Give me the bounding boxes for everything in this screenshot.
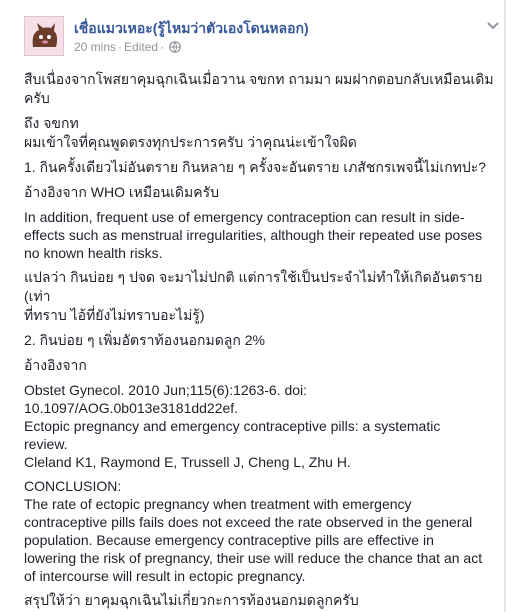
globe-icon[interactable] (169, 41, 181, 56)
post-body (24, 70, 500, 612)
post-header (24, 16, 494, 60)
post-text-line: ถึง จขกท (24, 115, 79, 131)
post-paragraph (24, 381, 500, 471)
post-text-line: สืบเนื่องจากโพสยาคุมฉุกเฉินเมื่อวาน จขกท ถามมา ผมฝากตอบกลับเหมือนเดิม (24, 71, 494, 87)
post-text-line: CONCLUSION: (24, 478, 122, 494)
post-paragraph (24, 477, 500, 585)
post-text-line: ที่ทราบ ไอ้ที่ยังไม่ทราบอะไม่รู้) (24, 307, 205, 323)
post-text-line: 10.1097/AOG.0b013e3181dd22ef. (24, 400, 239, 416)
post-text-line: อ้างอิงจาก WHO เหมือนเดิมครับ (24, 184, 219, 200)
post-paragraph (24, 268, 500, 325)
post-paragraph (24, 158, 500, 177)
post-paragraph (24, 591, 500, 610)
post-text-line: The rate of ectopic pregnancy when treatment with emergency (24, 496, 412, 512)
post-text-line: Cleland K1, Raymond E, Trussell J, Cheng L, Zhu H. (24, 454, 351, 470)
meta-separator: · (118, 40, 123, 54)
post-paragraph (24, 208, 500, 262)
post-paragraph (24, 183, 500, 202)
post-text-line: population. Because emergency contraceptive pills are effective in (24, 532, 434, 548)
post-text-line: ครับ (24, 90, 50, 106)
post-paragraph (24, 114, 500, 152)
post-text-line: contraceptive pills fails does not exceed the rate observed in the general (24, 514, 473, 530)
post-text-line: อ้างอิงจาก (24, 357, 87, 373)
post-text-line: review. (24, 436, 68, 452)
post-text-line: 2. กินบ่อย ๆ เพิ่มอัตราท้องนอกมดลูก 2% (24, 332, 265, 348)
post-text-line: effects such as menstrual irregularities, although their repeated use poses (24, 227, 483, 243)
post-paragraph (24, 331, 500, 350)
chevron-down-icon[interactable] (486, 18, 500, 28)
post-author[interactable]: เชื่อแมวเหอะ(รู้ไหมว่าตัวเองโดนหลอก) (74, 20, 309, 36)
cat-avatar-icon[interactable] (24, 16, 64, 56)
post-text-line: 1. กินครั้งเดียวไม่อันตราย กินหลาย ๆ ครั้งจะอันตราย เภสัชกรเพจนี้ไม่เกทปะ? (24, 159, 487, 175)
post-text-line: Ectopic pregnancy and emergency contraceptive pills: a systematic (24, 418, 441, 434)
post-text-line: lowering the risk of pregnancy, their use will reduce the chance that an act (24, 550, 483, 566)
post-text-line: ผมเข้าใจที่คุณพูดตรงทุกประการครับ ว่าคุณน่ะเข้าใจผิด (24, 134, 357, 150)
edited-label[interactable]: Edited (124, 40, 159, 54)
post-text-line: Obstet Gynecol. 2010 Jun;115(6):1263-6. doi: (24, 382, 308, 398)
meta-separator: · (160, 40, 165, 54)
post-paragraph (24, 356, 500, 375)
post-text-line: no known health risks. (24, 245, 163, 261)
post-text-line: In addition, frequent use of emergency contraception can result in side- (24, 209, 465, 225)
post-text-line: สรุปให้ว่า ยาคุมฉุกเฉินไม่เกี่ยวกะการท้องนอกมดลูกครับ (24, 592, 359, 608)
post-time[interactable]: 20 mins (74, 40, 117, 54)
post-paragraph (24, 70, 500, 108)
post-text-line: แปลว่า กินบ่อย ๆ ปจด จะมาไม่ปกติ แต่การใช้เป็นประจำไม่ทำให้เกิดอันตราย (เท่า (24, 269, 483, 304)
post-meta (74, 40, 181, 56)
post-text-line: of intercourse will result in ectopic pregnancy. (24, 568, 306, 584)
